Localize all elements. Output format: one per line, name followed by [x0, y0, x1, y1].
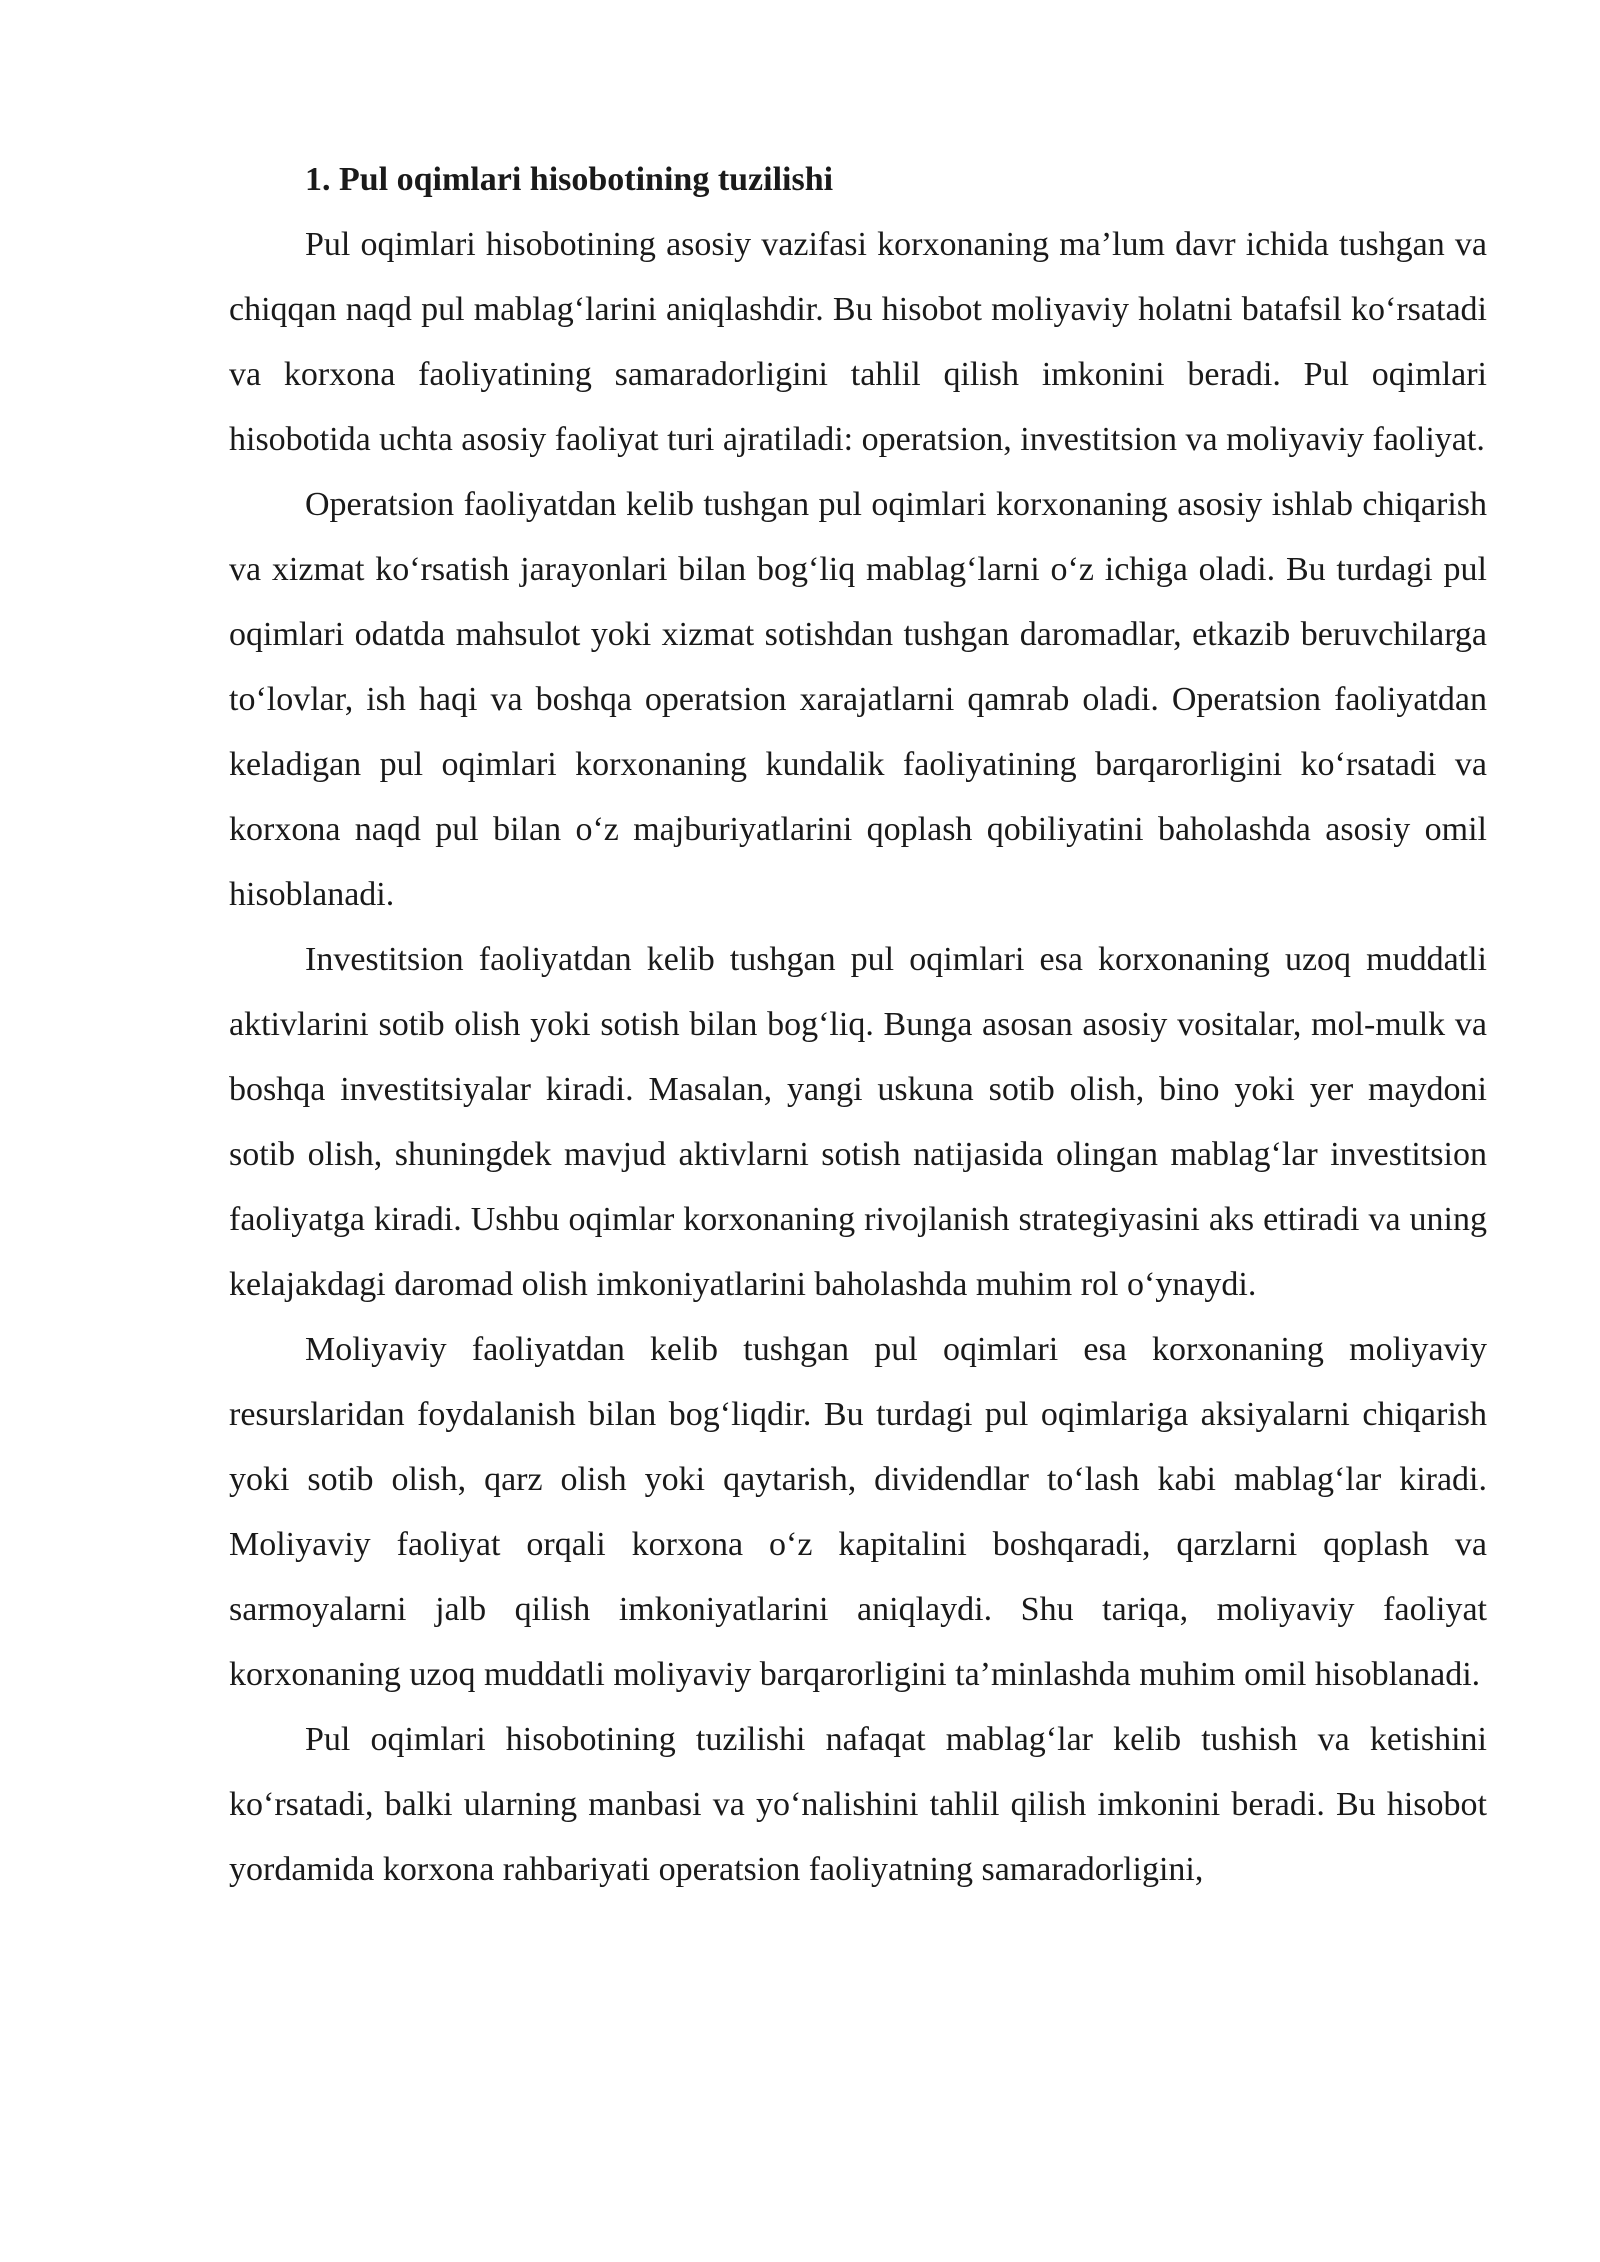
document-page	[229, 147, 1487, 1902]
section-heading: 1. Pul oqimlari hisobotining tuzilishi	[305, 161, 834, 198]
paragraph-operating: Operatsion faoliyatdan kelib tushgan pul oqimlari korxonaning asosiy ishlab chiqarish va xizmat ko‘rsatish jarayonlari bilan bog‘liq mablag‘larni o‘z ichiga oladi. Bu turdagi pul oqimlari odatda mahsulot yoki xizmat sotishdan tushgan daromadlar, etkazib beruvchilarga to‘lovlar, ish haqi va boshqa operatsion xarajatlarni qamrab oladi. Operatsion faoliyatdan keladigan pul oqimlari korxonaning kundalik faoliyatining barqarorligini ko‘rsatadi va korxona naqd pul bilan o‘z majburiyatlarini qoplash qobiliyatini baholashda asosiy omil hisoblanadi.	[229, 486, 1487, 913]
paragraph-financing: Moliyaviy faoliyatdan kelib tushgan pul oqimlari esa korxonaning moliyaviy resurslaridan foydalanish bilan bog‘liqdir. Bu turdagi pul oqimlariga aksiyalarni chiqarish yoki sotib olish, qarz olish yoki qaytarish, dividendlar to‘lash kabi mablag‘lar kiradi. Moliyaviy faoliyat orqali korxona o‘z kapitalini boshqaradi, qarzlarni qoplash va sarmoyalarni jalb qilish imkoniyatlarini aniqlaydi. Shu tariqa, moliyaviy faoliyat korxonaning uzoq muddatli moliyaviy barqarorligini ta’minlashda muhim omil hisoblanadi.	[229, 1331, 1487, 1693]
paragraph-structure: Pul oqimlari hisobotining tuzilishi nafaqat mablag‘lar kelib tushish va ketishini ko‘rsatadi, balki ularning manbasi va yo‘nalishini tahlil qilish imkonini beradi. Bu hisobot yordamida korxona rahbariyati operatsion faoliyatning samaradorligini,	[229, 1721, 1487, 1888]
paragraph-investing: Investitsion faoliyatdan kelib tushgan pul oqimlari esa korxonaning uzoq muddatli aktivlarini sotib olish yoki sotish bilan bog‘liq. Bunga asosan asosiy vositalar, mol-mulk va boshqa investitsiyalar kiradi. Masalan, yangi uskuna sotib olish, bino yoki yer maydoni sotib olish, shuningdek mavjud aktivlarni sotish natijasida olingan mablag‘lar investitsion faoliyatga kiradi. Ushbu oqimlar korxonaning rivojlanish strategiyasini aks ettiradi va uning kelajakdagi daromad olish imkoniyatlarini baholashda muhim rol o‘ynaydi.	[229, 941, 1487, 1303]
paragraph-overview: Pul oqimlari hisobotining asosiy vazifasi korxonaning ma’lum davr ichida tushgan va chiqqan naqd pul mablag‘larini aniqlashdir. Bu hisobot moliyaviy holatni batafsil ko‘rsatadi va korxona faoliyatining samaradorligini tahlil qilish imkonini beradi. Pul oqimlari hisobotida uchta asosiy faoliyat turi ajratiladi: operatsion, investitsion va moliyaviy faoliyat.	[229, 226, 1487, 458]
